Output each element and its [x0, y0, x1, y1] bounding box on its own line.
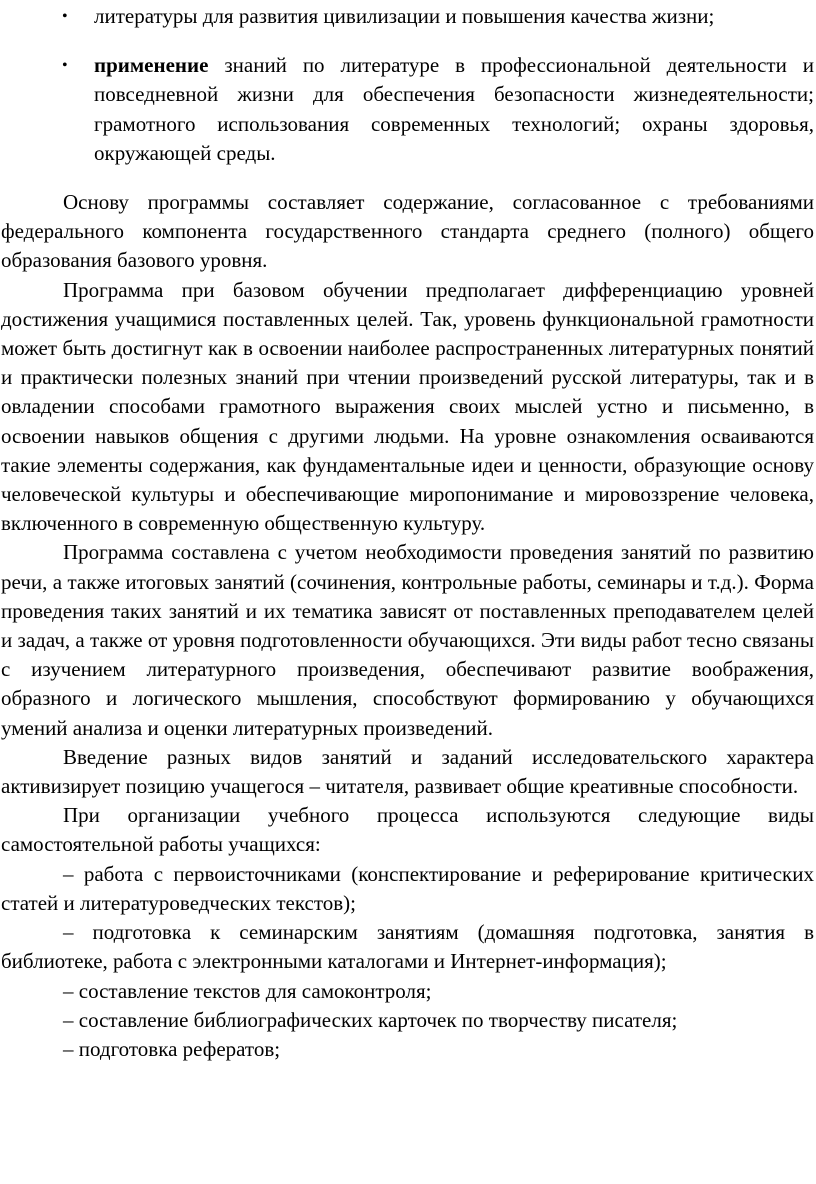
list-item-self-control: – составление текстов для самоконтроля; — [63, 978, 432, 1003]
bullet-list — [1, 2, 814, 168]
document-page — [1, 2, 814, 1064]
bullet-text: знаний по литературе в профессиональной деятельности и повседневной жизни для обеспечения безопасности жизнедеятельности; грамотного использования современных технологий; охраны здоровья, окружающей среды. — [94, 53, 814, 165]
list-item-reports: – подготовка рефератов; — [63, 1036, 281, 1061]
list-item-seminar-prep: – подготовка к семинарским занятиям (домашняя подготовка, занятия в библиотеке, работа с электронными каталогами и Интернет-информация); — [1, 920, 814, 974]
bullet-icon: • — [62, 8, 68, 25]
paragraph-differentiation: Программа при базовом обучении предполагает дифференциацию уровней достижения учащимися поставленных целей. Так, уровень функциональной грамотности может быть достигнут как в освоении наиболее распространенных литературных понятий и практически полезных знаний при чтении произведений русской литературы, так и в овладении способами грамотного выражения своих мыслей устно и письменно, в освоении навыков общения с другими людьми. На уровне ознакомления осваиваются такие элементы содержания, как фундаментальные идеи и ценности, образующие основу человеческой культуры и обеспечивающие миропонимание и мировоззрение человека, включенного в современную общественную культуру. — [1, 277, 814, 536]
bullet-icon: • — [62, 57, 68, 75]
list-item-primary-sources: – работа с первоисточниками (конспектирование и реферирование критических статей и литературоведческих текстов); — [1, 861, 814, 915]
list-item-bibliography-cards: – составление библиографических карточек по творчеству писателя; — [63, 1007, 678, 1032]
paragraph-lesson-types: Программа составлена с учетом необходимости проведения занятий по развитию речи, а также итоговых занятий (сочинения, контрольные работы, семинары и т.д.). Форма проведения таких занятий и их тематика зависят от поставленных преподавателем целей и задач, а также от уровня подготовленности обучающихся. Эти виды работ тесно связаны с изучением литературного произведения, обеспечивают развитие воображения, образного и логического мышления, способствуют формированию у обучающихся умений анализа и оценки литературных произведений. — [1, 540, 814, 740]
bullet-item — [1, 51, 814, 168]
paragraph-independent-work: При организации учебного процесса используются следующие виды самостоятельной работы учащихся: — [1, 803, 814, 857]
paragraph-research-tasks: Введение разных видов занятий и заданий исследовательского характера активизирует позицию учащегося – читателя, развивает общие креативные способности. — [1, 744, 814, 799]
bullet-text: литературы для развития цивилизации и повышения качества жизни; — [94, 4, 715, 28]
paragraph-program-basis: Основу программы составляет содержание, согласованное с требованиями федерального компонента государственного стандарта среднего (полного) общего образования базового уровня. — [1, 190, 814, 273]
bullet-bold-term: применение — [94, 53, 209, 78]
bullet-item — [1, 2, 814, 31]
